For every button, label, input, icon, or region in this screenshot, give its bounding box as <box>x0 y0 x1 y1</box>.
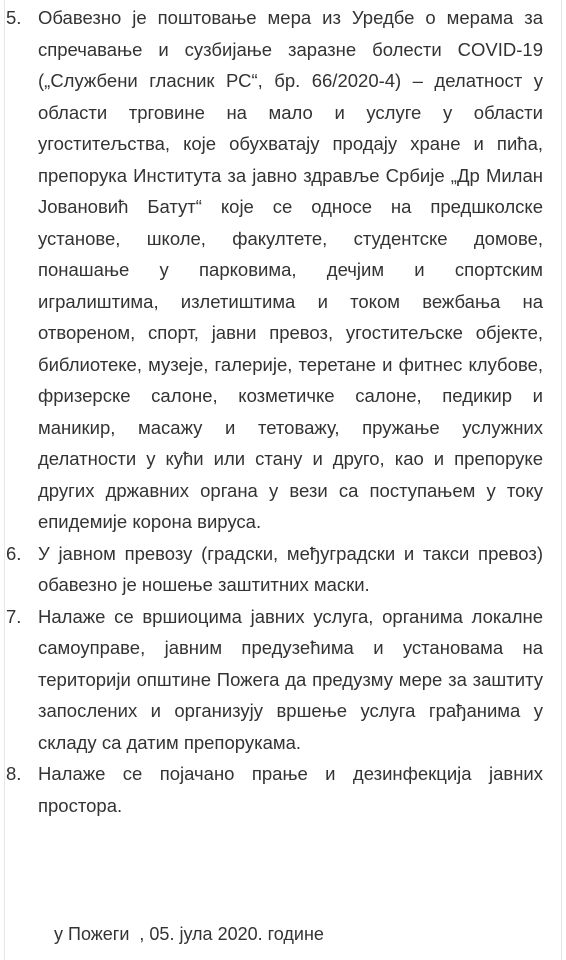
item-text: Налаже се вршиоцима јавних услуга, органима локалне самоуправе, јавним предузећима и установама на територији општине Пожега да предузму мере за заштиту запослених и организују вршење услуга грађанима у складу са датим препорукама. <box>38 605 543 753</box>
page-edge-left <box>4 0 5 960</box>
item-number: 5. <box>6 7 22 28</box>
list-item-5 <box>6 2 543 538</box>
list-item-6 <box>6 538 543 601</box>
item-number: 7. <box>6 605 22 627</box>
item-text: Налаже се појачано прање и дезинфекција јавних простора. <box>38 763 543 816</box>
page-edge-right <box>561 0 562 960</box>
item-number: 8. <box>6 763 22 784</box>
item-text: У јавном превозу (градски, међуградски и такси превоз) обавезно је ношење заштитних маски. <box>38 542 543 595</box>
item-number: 6. <box>6 542 22 564</box>
list-item-8 <box>6 758 543 821</box>
item-text: Обавезно је поштовање мера из Уредбе о мерама за спречавање и сузбијање заразне болести COVID-19 („Службени гласник РС“, бр. 66/2020-4) – делатност у области трговине на мало и услуге у области угоститељства, које обухватају продају хране и пића, препорука Института за јавно здравље Србије „Др Милан Јовановић Батут“ које се односе на предшколске установе, школе, факултете, студентске домове, понашање у парковима, дечјим и спортским игралиштима, излетиштима и током вежбања на отвореном, спорт, јавни превоз, угоститељске објекте, библиотеке, музеје, галерије, теретане и фитнес клубове, фризерске салоне, козметичке салоне, педикир и маникир, масажу и тетоважу, пружање услужних делатности у кући или стану и друго, као и препоруке других државних органа у вези са поступањем у току епидемије корона вируса. <box>38 7 543 532</box>
decision-list <box>6 2 543 821</box>
place-and-date: у Пожеги , 05. јула 2020. године <box>54 924 324 944</box>
list-item-7 <box>6 601 543 759</box>
